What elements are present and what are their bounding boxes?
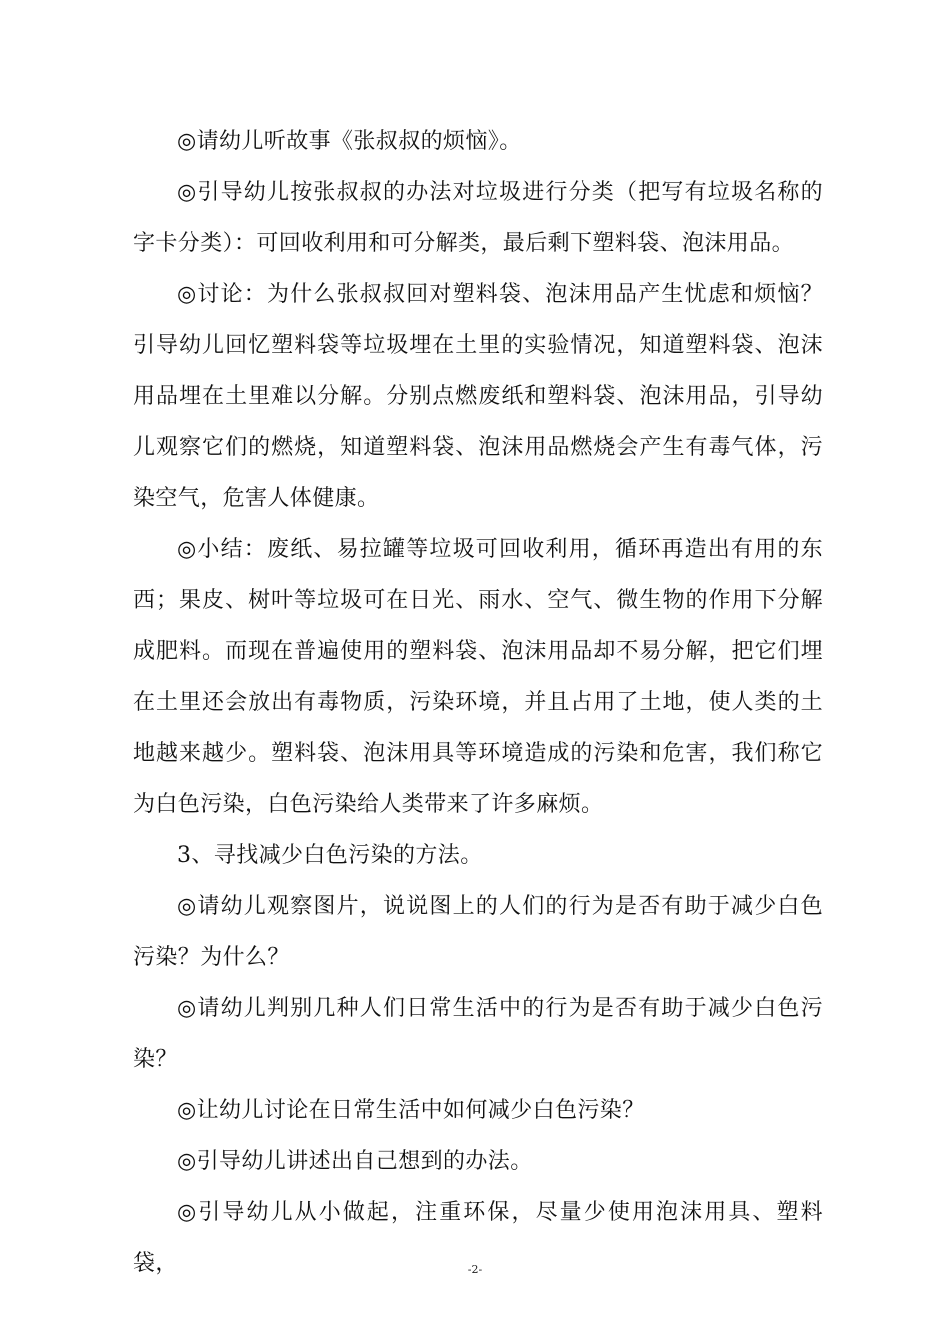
paragraph-observe-pictures: ◎请幼儿观察图片，说说图上的人们的行为是否有助于减少白色污染？为什么？ — [133, 894, 823, 970]
section-heading-3: 3、寻找减少白色污染的方法。 — [177, 843, 483, 868]
page-number: -2- — [467, 1263, 483, 1276]
paragraph-judge-behaviors: ◎请幼儿判别几种人们日常生活中的行为是否有助于减少白色污染？ — [133, 996, 823, 1072]
paragraph-classify: ◎引导幼儿按张叔叔的办法对垃圾进行分类（把写有垃圾名称的字卡分类）：可回收利用和可分解类，最后剩下塑料袋、泡沫用品。 — [133, 180, 823, 256]
paragraph-discuss-reduce: ◎让幼儿讨论在日常生活中如何减少白色污染？ — [177, 1098, 645, 1123]
paragraph-discussion: ◎讨论：为什么张叔叔回对塑料袋、泡沫用品产生忧虑和烦恼？引导幼儿回忆塑料袋等垃圾埋在土里的实验情况，知道塑料袋、泡沫用品埋在土里难以分解。分别点燃废纸和塑料袋、泡沫用品，引导幼儿观察它们的燃烧，知道塑料袋、泡沫用品燃烧会产生有毒气体，污染空气，危害人体健康。 — [133, 282, 823, 511]
document-body — [133, 116, 823, 1289]
paragraph-story: ◎请幼儿听故事《张叔叔的烦恼》。 — [177, 129, 522, 154]
paragraph-start-small: ◎引导幼儿从小做起，注重环保，尽量少使用泡沫用具、塑料袋， — [133, 1200, 823, 1276]
paragraph-narrate-methods: ◎引导幼儿讲述出自己想到的办法。 — [177, 1149, 533, 1174]
paragraph-summary: ◎小结：废纸、易拉罐等垃圾可回收利用，循环再造出有用的东西；果皮、树叶等垃圾可在日光、雨水、空气、微生物的作用下分解成肥料。而现在普遍使用的塑料袋、泡沫用品却不易分解，把它们埋在土里还会放出有毒物质，污染环境，并且占用了土地，使人类的土地越来越少。塑料袋、泡沫用具等环境造成的污染和危害，我们称它为白色污染，白色污染给人类带来了许多麻烦。 — [133, 537, 823, 817]
